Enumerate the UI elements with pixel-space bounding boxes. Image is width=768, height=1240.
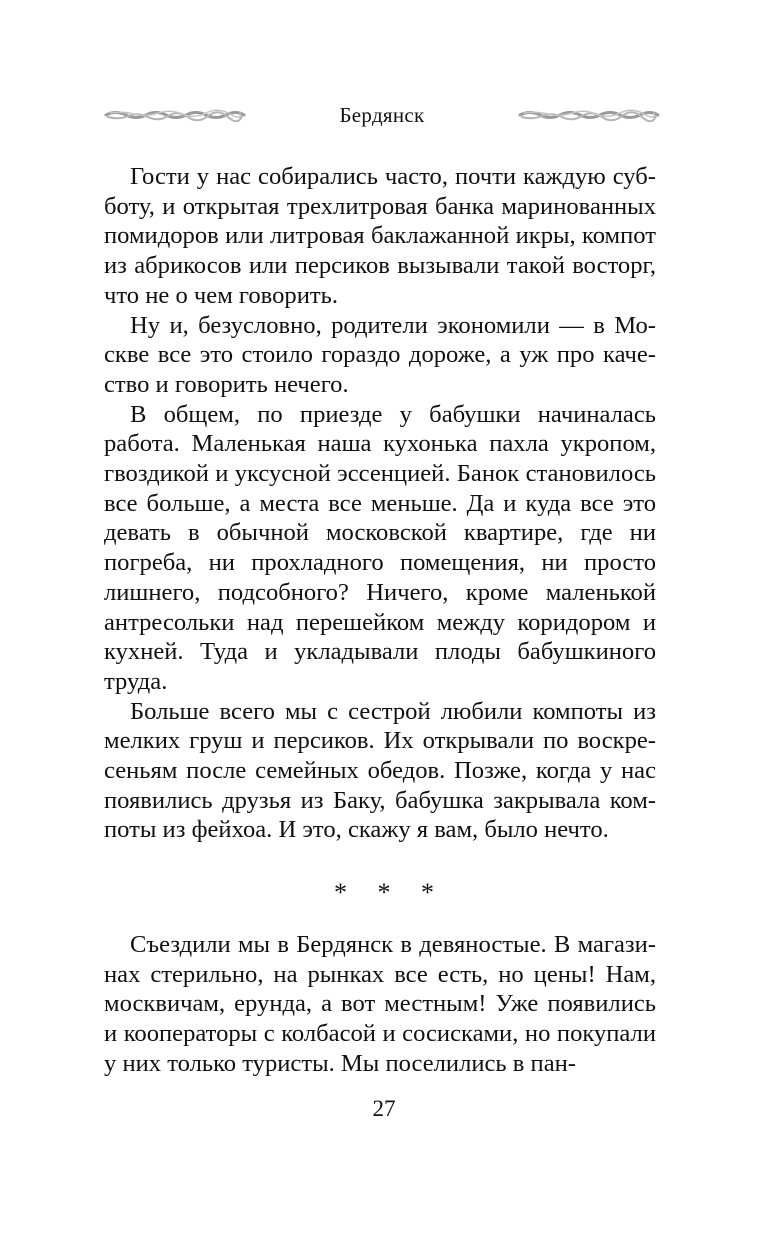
body-text-before-break (104, 162, 656, 845)
paragraph: Ну и, безусловно, родители экономили — в Москве все это стоило гораздо дороже, а уж про качество и говорить нечего. (104, 311, 656, 398)
paragraph: Съездили мы в Бердянск в девяностые. В магазинах стерильно, на рынках все есть, но цены! Нам, москвичам, ерунда, а вот местным! Уже появились и кооператоры с колбасой и сосисками, но покупали у них только туристы. Мы поселились в пан- (104, 931, 656, 1077)
running-header (104, 98, 660, 132)
left-ornament-icon (104, 108, 246, 122)
right-ornament-icon (518, 108, 660, 122)
body-text-after-break (104, 930, 656, 1079)
page-number: 27 (372, 1096, 396, 1121)
paragraph: В общем, по приезде у бабушки начиналась работа. Маленькая наша кухонька пахла укропом, гвоздикой и уксусной эссенцией. Банок становилось все больше, а места все меньше. Да и куда все это девать в обычной московской квартире, где ни погреба, ни прохладного помещения, ни просто лишнего, подсобного? Ничего, кроме маленькой антресольки над перешейком между коридором и кухней. Туда и укладывали плоды бабушкиного труда. (104, 400, 656, 695)
paragraph: Гости у нас собирались часто, почти каждую субботу, и открытая трехлитровая банка маринованных помидоров или литровая баклажанной икры, компот из абрикосов или персиков вызывали такой восторг, что не о чем говорить. (104, 163, 656, 309)
section-break: * * * (334, 878, 446, 907)
paragraph: Больше всего мы с сестрой любили компоты из мелких груш и персиков. Их открывали по воскресеньям после семейных обедов. Позже, когда у нас появились друзья из Баку, бабушка закрывала компоты из фейхоа. И это, скажу я вам, было нечто. (104, 697, 656, 844)
running-header-title: Бердянск (339, 102, 425, 127)
